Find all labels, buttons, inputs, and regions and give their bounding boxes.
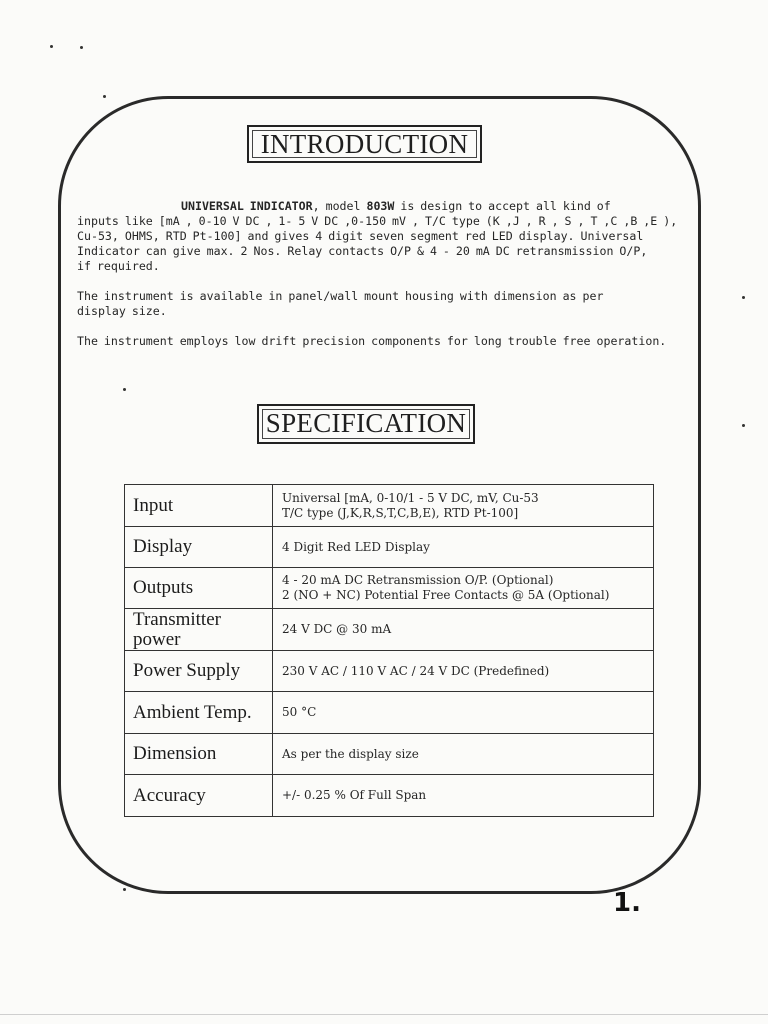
spec-value-accuracy: +/- 0.25 % Of Full Span bbox=[273, 775, 654, 817]
spec-label-dimension: Dimension bbox=[125, 734, 273, 775]
spec-label-ambient-temp: Ambient Temp. bbox=[125, 692, 273, 734]
intro-text-line2: inputs like [mA , 0-10 V DC , 1- 5 V DC ,0-150 mV , T/C type (K ,J , R , S , T ,C ,B ,E ), bbox=[77, 214, 678, 228]
scan-speck bbox=[103, 95, 106, 98]
intro-paragraph-3 bbox=[77, 334, 697, 349]
table-row bbox=[125, 568, 654, 609]
spec-value-input: Universal [mA, 0-10/1 - 5 V DC, mV, Cu-53 T/C type (J,K,R,S,T,C,B,E), RTD Pt-100] bbox=[273, 485, 654, 527]
table-row bbox=[125, 651, 654, 692]
spec-label-accuracy: Accuracy bbox=[125, 775, 273, 817]
intro-paragraph-2-line1: The instrument is available in panel/wall mount housing with dimension as per bbox=[77, 289, 604, 303]
spec-label-power-supply: Power Supply bbox=[125, 651, 273, 692]
page-number: 1. bbox=[613, 888, 641, 918]
table-row bbox=[125, 775, 654, 817]
spec-value-display: 4 Digit Red LED Display bbox=[273, 527, 654, 568]
scan-speck bbox=[50, 45, 53, 48]
table-row bbox=[125, 734, 654, 775]
scan-speck bbox=[742, 296, 745, 299]
intro-text-line3: Cu-53, OHMS, RTD Pt-100] and gives 4 digit seven segment red LED display. Universal bbox=[77, 229, 644, 243]
table-row bbox=[125, 692, 654, 734]
intro-paragraph-2-line2: display size. bbox=[77, 304, 167, 318]
spec-label-transmitter-power: Transmitter power bbox=[125, 609, 273, 651]
intro-paragraph-1 bbox=[77, 199, 697, 274]
intro-text-line4: Indicator can give max. 2 Nos. Relay contacts O/P & 4 - 20 mA DC retransmission O/P, bbox=[77, 244, 648, 258]
spec-value-power-supply: 230 V AC / 110 V AC / 24 V DC (Predefined) bbox=[273, 651, 654, 692]
scan-speck bbox=[80, 46, 83, 49]
scan-speck bbox=[742, 424, 745, 427]
spec-label-display: Display bbox=[125, 527, 273, 568]
specification-heading: SPECIFICATION bbox=[257, 404, 475, 444]
intro-text-line1-end: is design to accept all kind of bbox=[394, 199, 611, 213]
intro-paragraph-3-text: The instrument employs low drift precision components for long trouble free operation. bbox=[77, 334, 667, 348]
table-row bbox=[125, 609, 654, 651]
scan-speck bbox=[123, 388, 126, 391]
page-bottom-rule bbox=[0, 1014, 768, 1015]
model-number: 803W bbox=[366, 199, 395, 213]
spec-value-ambient-temp: 50 °C bbox=[273, 692, 654, 734]
intro-text-line5: if required. bbox=[77, 259, 160, 273]
spec-label-input: Input bbox=[125, 485, 273, 527]
spec-value-outputs: 4 - 20 mA DC Retransmission O/P. (Optional) 2 (NO + NC) Potential Free Contacts @ 5A (Optional) bbox=[273, 568, 654, 609]
introduction-heading: INTRODUCTION bbox=[247, 125, 482, 163]
table-row bbox=[125, 485, 654, 527]
intro-text-lead: , model bbox=[312, 199, 367, 213]
scan-speck bbox=[123, 888, 126, 891]
spec-value-transmitter-power: 24 V DC @ 30 mA bbox=[273, 609, 654, 651]
spec-value-dimension: As per the display size bbox=[273, 734, 654, 775]
table-row bbox=[125, 527, 654, 568]
product-name: UNIVERSAL INDICATOR bbox=[181, 199, 313, 213]
spec-label-outputs: Outputs bbox=[125, 568, 273, 609]
intro-paragraph-2 bbox=[77, 289, 697, 319]
specification-table bbox=[124, 484, 654, 817]
